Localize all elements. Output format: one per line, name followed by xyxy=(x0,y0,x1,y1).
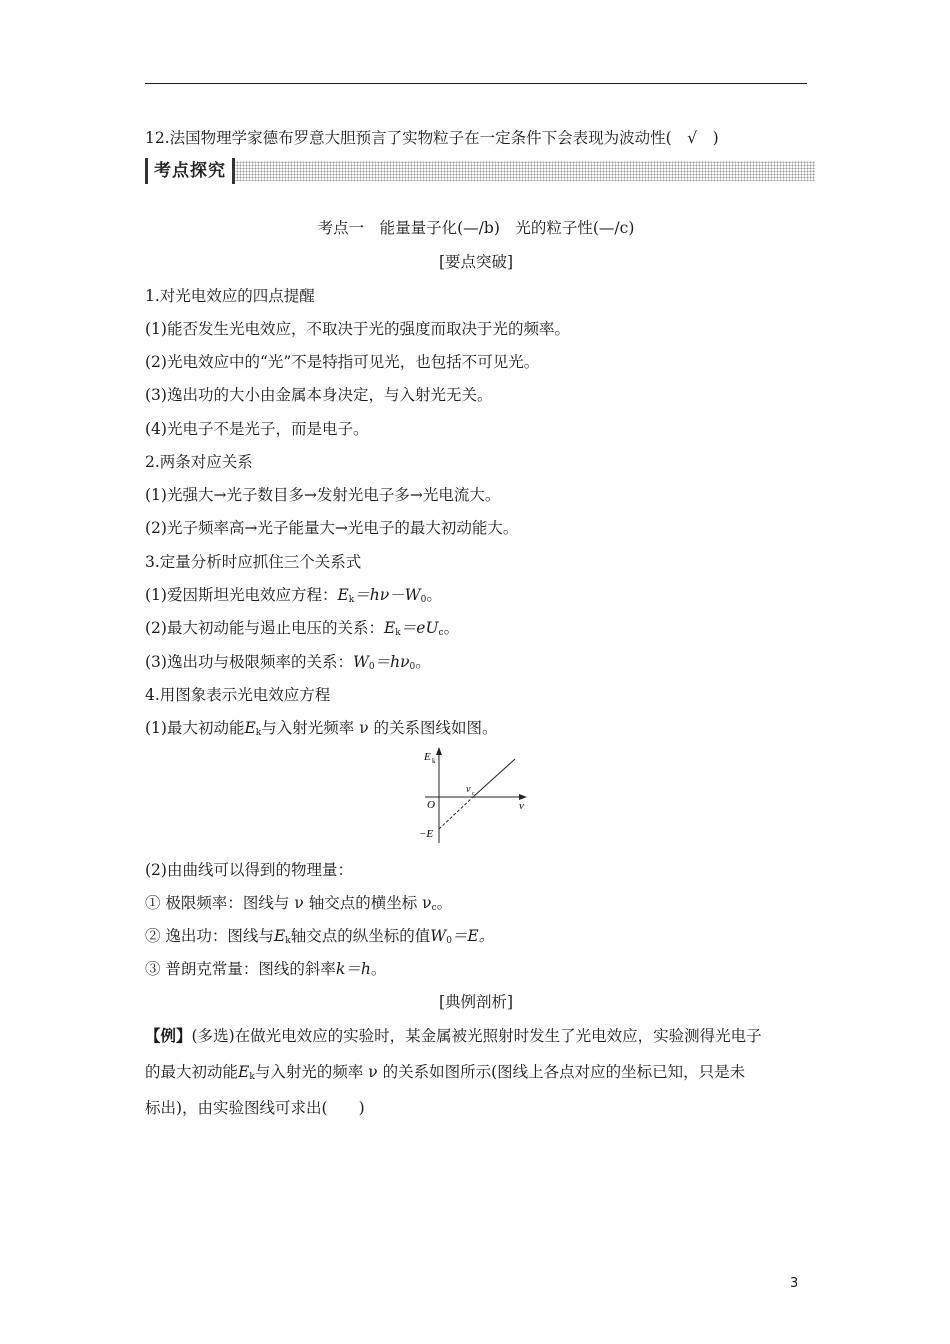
point-3-2: (2)最大初动能与遏止电压的关系：$E_k=eU_c$。 xyxy=(145,619,460,638)
point-1-3: (3)逸出功的大小由金属本身决定，与入射光无关。 xyxy=(145,386,493,404)
graph-line-solid xyxy=(473,759,515,797)
point-4-1: (1)最大初动能$E_k$与入射光频率 ν 的关系图线如图。 xyxy=(145,719,498,738)
graph-line-dashed xyxy=(439,797,473,829)
examples-heading: [典例剖析] xyxy=(438,993,514,1011)
y-axis-label-sub: k xyxy=(432,757,436,765)
top-rule xyxy=(145,83,807,84)
cutoff-frequency-note: ① 极限频率：图线与 ν 轴交点的横坐标 $\nu_c$。 xyxy=(145,894,453,913)
example-tag: 【例】 xyxy=(145,1026,192,1045)
point-1-heading: 1.对光电效应的四点提醒 xyxy=(145,287,315,305)
point-1-4: (4)光电子不是光子，而是电子。 xyxy=(145,420,369,438)
banner-label: 考点探究 xyxy=(145,158,235,184)
point-2-heading: 2.两条对应关系 xyxy=(145,453,253,471)
example-line-1: 【例】(多选)在做光电效应的实验时，某金属被光照射时发生了光电效应，实验测得光电子 xyxy=(145,1026,762,1045)
y-axis-arrow xyxy=(436,747,442,755)
intercept-label: −E xyxy=(419,828,434,840)
example-line-3: 标出)，由实验图线可求出( ) xyxy=(145,1099,365,1117)
example-line-2: 的最大初动能$E_k$与入射光的频率 ν 的关系如图所示(图线上各点对应的坐标已知，只是未 xyxy=(145,1063,746,1082)
section-title: 考点一 能量量子化(—/b) 光的粒子性(—/c) xyxy=(317,219,635,237)
y-axis-label: E xyxy=(424,751,431,763)
point-4-heading: 4.用图象表示光电效应方程 xyxy=(145,686,331,704)
work-function-note: ② 逸出功：图线与$E_k$轴交点的纵坐标的值$W_0=E$。 xyxy=(145,927,495,946)
point-1-1: (1)能否发生光电效应，不取决于光的强度而取决于光的频率。 xyxy=(145,320,570,338)
cutoff-label-sub: c xyxy=(472,791,475,797)
point-3-heading: 3.定量分析时应抓住三个关系式 xyxy=(145,553,362,571)
section-banner xyxy=(145,158,815,186)
planck-constant-note: ③ 普朗克常量：图线的斜率k＝h。 xyxy=(145,960,387,978)
ek-nu-graph-svg xyxy=(415,745,535,845)
ek-nu-graph xyxy=(415,745,535,845)
key-points-heading: [要点突破] xyxy=(438,253,514,271)
origin-label: O xyxy=(427,799,435,811)
point-4-2: (2)由曲线可以得到的物理量： xyxy=(145,861,353,879)
point-2-2: (2)光子频率高→光子能量大→光电子的最大初动能大。 xyxy=(145,519,519,537)
page-number: 3 xyxy=(790,1276,799,1291)
point-1-2: (2)光电效应中的“光”不是特指可见光，也包括不可见光。 xyxy=(145,353,540,371)
x-axis-label: ν xyxy=(519,800,524,812)
point-3-3: (3)逸出功与极限频率的关系：$W_0=h\nu_0$。 xyxy=(145,653,431,672)
banner-dot-pattern xyxy=(233,161,815,181)
cutoff-label: ν xyxy=(466,784,471,795)
item-12: 12.法国物理学家德布罗意大胆预言了实物粒子在一定条件下会表现为波动性( √ ) xyxy=(145,129,719,147)
point-3-1: (1)爱因斯坦光电效应方程：$E_k=h\nu-W_0$。 xyxy=(145,586,442,605)
point-2-1: (1)光强大→光子数目多→发射光电子多→光电流大。 xyxy=(145,486,501,504)
